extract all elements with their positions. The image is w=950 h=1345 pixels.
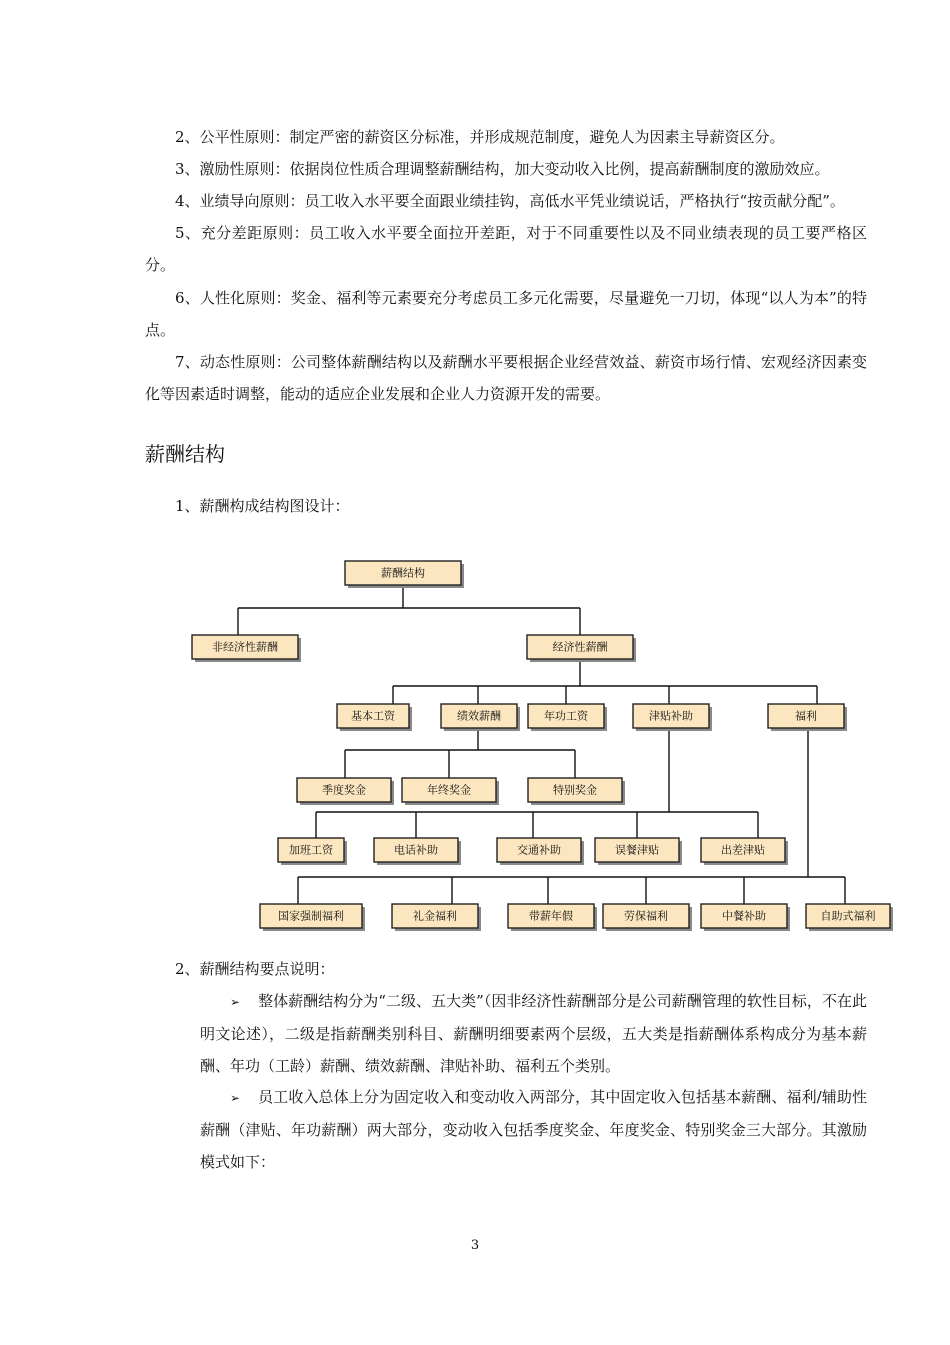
svg-text:出差津贴: 出差津贴 [721,843,765,857]
chart-node-meal-allowance [595,838,682,865]
svg-text:福利: 福利 [795,709,817,723]
chart-node-lunch-subsidy [701,904,790,931]
principle-paragraph: 7、动态性原则：公司整体薪酬结构以及薪酬水平要根据企业经营效益、薪资市场行情、宏观经济因素变化等因素适时调整，能动的适应企业发展和企业人力资源开发的需要。 [145,353,867,403]
chart-node-performance-pay [441,704,520,731]
svg-text:劳保福利: 劳保福利 [624,909,668,923]
chart-node-economic [527,635,636,662]
svg-text:特别奖金: 特别奖金 [553,783,597,797]
svg-text:加班工资: 加班工资 [289,843,333,857]
bullet-item [200,1081,867,1178]
svg-text:电话补助: 电话补助 [394,843,438,857]
svg-text:误餐津贴: 误餐津贴 [615,843,659,857]
svg-text:基本工资: 基本工资 [351,709,395,723]
chart-node-non-economic [192,635,301,662]
svg-text:中餐补助: 中餐补助 [722,909,766,923]
arrow-bullet-icon: ➢ [230,995,241,1009]
chart-node-root [345,561,464,588]
bullet-text: 整体薪酬结构分为“二级、五大类”（因非经济性薪酬部分是公司薪酬管理的软性目标，不在此明文论述），二级是指薪酬类别科目、薪酬明细要素两个层级，五大类是指薪酬体系构成分为基本薪酬、年功（工龄）薪酬、绩效薪酬、津贴补助、福利五个类别。 [200,992,867,1075]
chart-node-cafeteria-welfare [806,904,893,931]
chart-node-seniority-pay [528,704,607,731]
subsection-title: 1、薪酬构成结构图设计： [175,497,350,515]
salary-structure-chart [0,540,950,935]
principle-paragraph: 6、人性化原则：奖金、福利等元素要充分考虑员工多元化需要，尽量避免一刀切，体现“以人为本”的特点。 [145,289,867,339]
principle-paragraph: 4、业绩导向原则：员工收入水平要全面跟业绩挂钩，高低水平凭业绩说话，严格执行“按贡献分配”。 [175,192,845,210]
svg-text:带薪年假: 带薪年假 [529,909,573,923]
page-number: 3 [470,1238,480,1253]
chart-node-special-bonus [528,778,625,805]
svg-text:年终奖金: 年终奖金 [427,783,471,797]
chart-node-allowance [633,704,712,731]
principle-paragraph: 3、激励性原则：依据岗位性质合理调整薪酬结构，加大变动收入比例，提高薪酬制度的激励效应。 [175,160,830,178]
chart-node-travel-allowance [701,838,788,865]
chart-node-paid-leave [508,904,597,931]
chart-node-transport-allowance [497,838,584,865]
chart-node-basic-salary [337,704,412,731]
chart-node-labor-welfare [603,904,692,931]
chart-node-phone-allowance [374,838,461,865]
svg-text:年功工资: 年功工资 [544,709,588,723]
svg-text:薪酬结构: 薪酬结构 [381,566,425,580]
svg-text:绩效薪酬: 绩效薪酬 [457,709,501,723]
chart-node-annual-bonus [402,778,499,805]
svg-text:自助式福利: 自助式福利 [820,909,876,923]
bullet-text: 员工收入总体上分为固定收入和变动收入两部分，其中固定收入包括基本薪酬、福利/辅助性薪酬（津贴、年功薪酬）两大部分，变动收入包括季度奖金、年度奖金、特别奖金三大部分。其激励模式如下： [200,1088,867,1171]
svg-text:交通补助: 交通补助 [517,843,561,857]
bullet-item [200,985,867,1082]
principle-paragraph: 2、公平性原则：制定严密的薪资区分标准，并形成规范制度，避免人为因素主导薪资区分。 [175,128,785,146]
svg-text:季度奖金: 季度奖金 [322,783,366,797]
chart-node-statutory-welfare [260,904,365,931]
section-heading: 薪酬结构 [145,442,225,466]
principle-paragraph: 5、充分差距原则：员工收入水平要全面拉开差距，对于不同重要性以及不同业绩表现的员工要严格区分。 [145,224,867,274]
chart-node-gift-welfare [392,904,481,931]
chart-node-quarterly-bonus [297,778,394,805]
arrow-bullet-icon: ➢ [230,1091,241,1105]
svg-text:经济性薪酬: 经济性薪酬 [552,640,608,654]
svg-text:津贴补助: 津贴补助 [649,709,693,723]
svg-text:非经济性薪酬: 非经济性薪酬 [212,640,278,654]
subsection-title: 2、薪酬结构要点说明： [175,960,335,978]
svg-text:国家强制福利: 国家强制福利 [278,909,344,923]
svg-text:礼金福利: 礼金福利 [413,909,457,923]
chart-node-overtime-pay [278,838,347,865]
chart-node-welfare [768,704,847,731]
